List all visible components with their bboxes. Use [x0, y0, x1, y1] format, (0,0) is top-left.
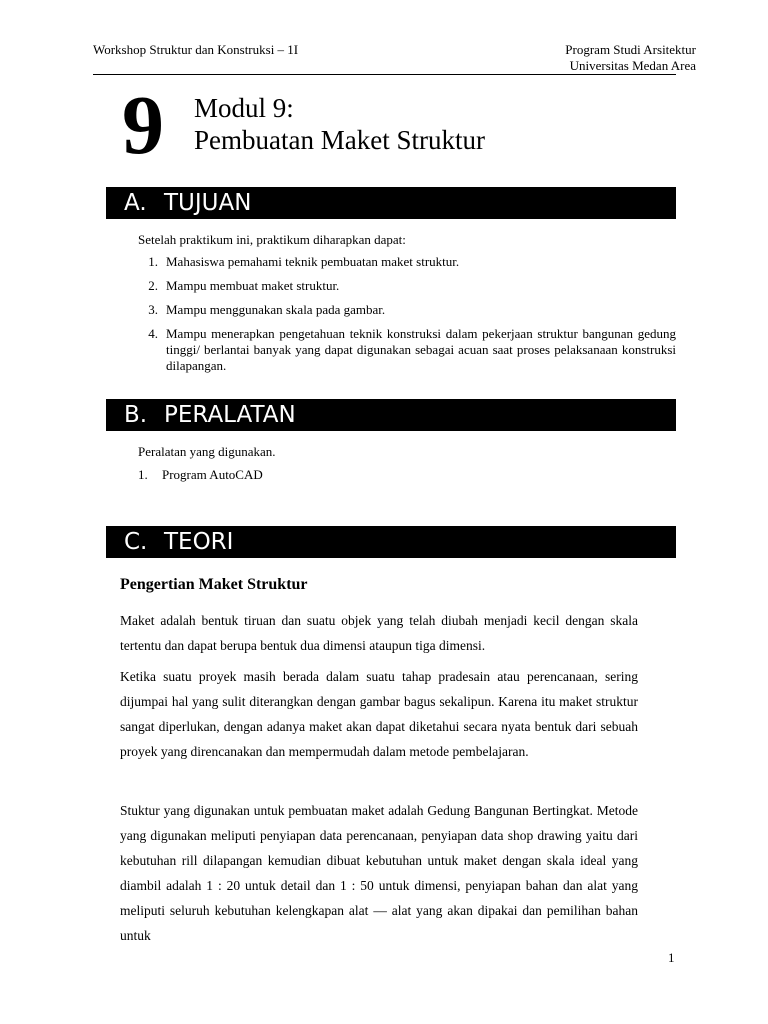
list-item [138, 326, 676, 374]
list-item-number: 3. [148, 302, 158, 317]
chapter-number: 9 [122, 79, 164, 172]
chapter-title-line1: Modul 9: [194, 93, 294, 123]
list-item-text: Mampu menggunakan skala pada gambar. [166, 302, 386, 317]
list-item-number: 4. [148, 326, 158, 341]
section-b-intro: Peralatan yang digunakan. [138, 444, 276, 459]
section-c-letter: C. [124, 529, 148, 555]
program-name: Program Studi Arsitektur [565, 42, 696, 57]
chapter-title [194, 92, 485, 156]
theory-paragraph: Maket adalah bentuk tiruan dan suatu objek yang telah diubah menjadi kecil dengan skala tertentu dan dapat berupa bentuk dua dimensi ataupun tiga dimensi. [120, 613, 638, 653]
section-b-title: PERALATAN [164, 402, 296, 428]
list-item-text: Mampu membuat maket struktur. [166, 278, 340, 293]
list-item [138, 278, 676, 294]
section-a-letter: A. [124, 190, 147, 216]
tool-item [138, 467, 263, 483]
section-b-letter: B. [124, 402, 148, 428]
list-item-text: Mampu menerapkan pengetahuan teknik konstruksi dalam pekerjaan struktur bangunan gedung tinggi/ berlantai banyak yang dapat digunakan sebagai acuan saat proses pelaksanaan konstruksi dilapangan. [166, 326, 676, 373]
section-a-title: TUJUAN [164, 190, 252, 216]
theory-paragraph: Stuktur yang digunakan untuk pembuatan maket adalah Gedung Bangunan Bertingkat. Metode yang digunakan meliputi penyiapan data perencanaan, penyiapan data shop drawing yaitu dari kebutuhan rill dilapangan kemudian dibuat kebutuhan untuk maket dengan skala ideal yang diambil adalah 1 : 20 untuk detail dan 1 : 50 untuk dimensi, penyiapan bahan dan alat yang meliputi seluruh kebutuhan kelengkapan alat — alat yang akan dipakai dan pemilihan bahan untuk [120, 803, 638, 943]
list-item [138, 302, 676, 318]
list-item-number: 1. [148, 254, 158, 269]
section-c-title: TEORI [164, 529, 234, 555]
tool-item-text: Program AutoCAD [162, 467, 263, 482]
tool-item-number: 1. [138, 467, 148, 482]
section-a-intro: Setelah praktikum ini, praktikum diharapkan dapat: [138, 232, 406, 247]
section-b-heading [106, 399, 676, 431]
list-item [138, 254, 676, 270]
objectives-list [138, 254, 676, 382]
running-header-left: Workshop Struktur dan Konstruksi – 1I [93, 42, 299, 57]
section-c-heading [106, 526, 676, 558]
list-item-text: Mahasiswa pemahami teknik pembuatan maket struktur. [166, 254, 460, 269]
page-number: 1 [668, 950, 675, 965]
theory-subheading: Pengertian Maket Struktur [120, 576, 308, 593]
chapter-title-line2: Pembuatan Maket Struktur [194, 125, 485, 155]
list-item-number: 2. [148, 278, 158, 293]
section-a-heading [106, 187, 676, 219]
header-rule [93, 74, 676, 75]
theory-paragraph: Ketika suatu proyek masih berada dalam suatu tahap pradesain atau perencanaan, sering dijumpai hal yang sulit diterangkan dengan gambar bagus sekalipun. Karena itu maket struktur sangat diperlukan, dengan adanya maket akan dapat diketahui secara nyata bentuk dari sebuah proyek yang direncanakan dan mempermudah dalam metode pembelajaran. [120, 669, 638, 759]
university-name: Universitas Medan Area [569, 58, 696, 73]
running-header-right [565, 42, 696, 74]
